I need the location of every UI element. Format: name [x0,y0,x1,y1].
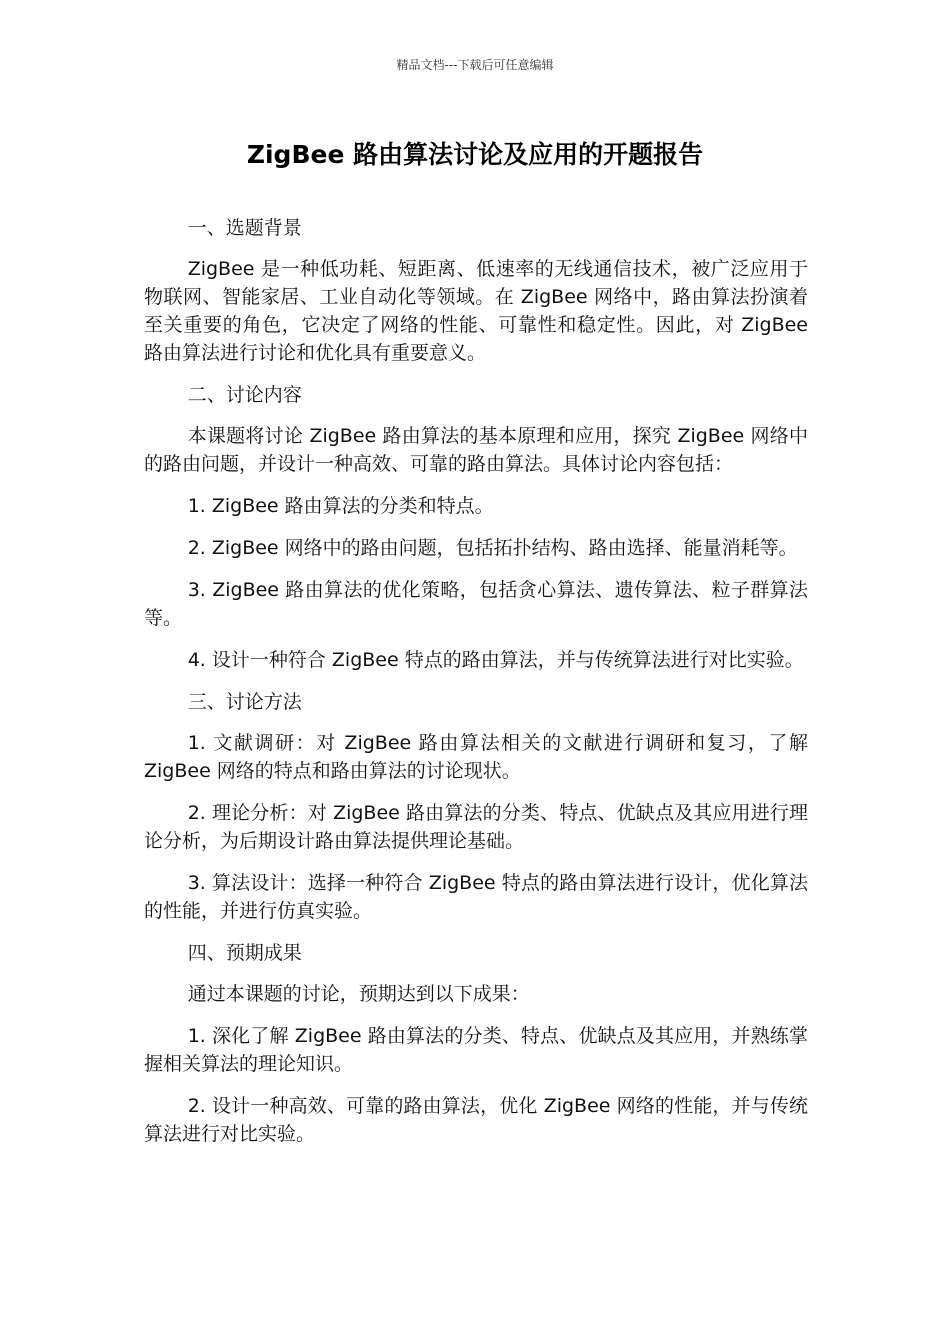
list-item-method-2: 2. 理论分析：对 ZigBee 路由算法的分类、特点、优缺点及其应用进行理论分析，为后期设计路由算法提供理论基础。 [144,802,808,852]
paragraph-outcomes-intro: 通过本课题的讨论，预期达到以下成果： [187,983,530,1005]
document-title: ZigBee 路由算法讨论及应用的开题报告 [246,140,704,169]
paragraph-content-intro: 本课题将讨论 ZigBee 路由算法的基本原理和应用，探究 ZigBee 网络中的路由问题，并设计一种高效、可靠的路由算法。具体讨论内容包括： [144,425,808,475]
list-item-method-1: 1. 文献调研：对 ZigBee 路由算法相关的文献进行调研和复习，了解 ZigBee 网络的特点和路由算法的讨论现状。 [144,732,808,782]
document-body [144,214,808,1162]
section-heading-methods: 三、讨论方法 [187,691,302,713]
list-item-content-2: 2. ZigBee 网络中的路由问题，包括拓扑结构、路由选择、能量消耗等。 [187,537,798,559]
list-item-content-1: 1. ZigBee 路由算法的分类和特点。 [187,495,494,517]
paragraph-background: ZigBee 是一种低功耗、短距离、低速率的无线通信技术，被广泛应用于物联网、智能家居、工业自动化等领域。在 ZigBee 网络中，路由算法扮演着至关重要的角色，它决定了网络的性能、可靠性和稳定性。因此，对 ZigBee 路由算法进行讨论和优化具有重要意义。 [144,258,808,364]
list-item-content-4: 4. 设计一种符合 ZigBee 特点的路由算法，并与传统算法进行对比实验。 [187,649,804,671]
list-item-content-3: 3. ZigBee 路由算法的优化策略，包括贪心算法、遗传算法、粒子群算法等。 [144,579,808,629]
section-heading-outcomes: 四、预期成果 [187,942,302,964]
section-heading-background: 一、选题背景 [187,217,302,239]
page-header: 精品文档---下载后可任意编辑 [396,58,554,72]
list-item-outcome-1: 1. 深化了解 ZigBee 路由算法的分类、特点、优缺点及其应用，并熟练掌握相关算法的理论知识。 [144,1025,808,1075]
section-heading-content: 二、讨论内容 [187,384,302,406]
list-item-outcome-2: 2. 设计一种高效、可靠的路由算法，优化 ZigBee 网络的性能，并与传统算法进行对比实验。 [144,1095,808,1145]
list-item-method-3: 3. 算法设计：选择一种符合 ZigBee 特点的路由算法进行设计，优化算法的性能，并进行仿真实验。 [144,872,808,922]
